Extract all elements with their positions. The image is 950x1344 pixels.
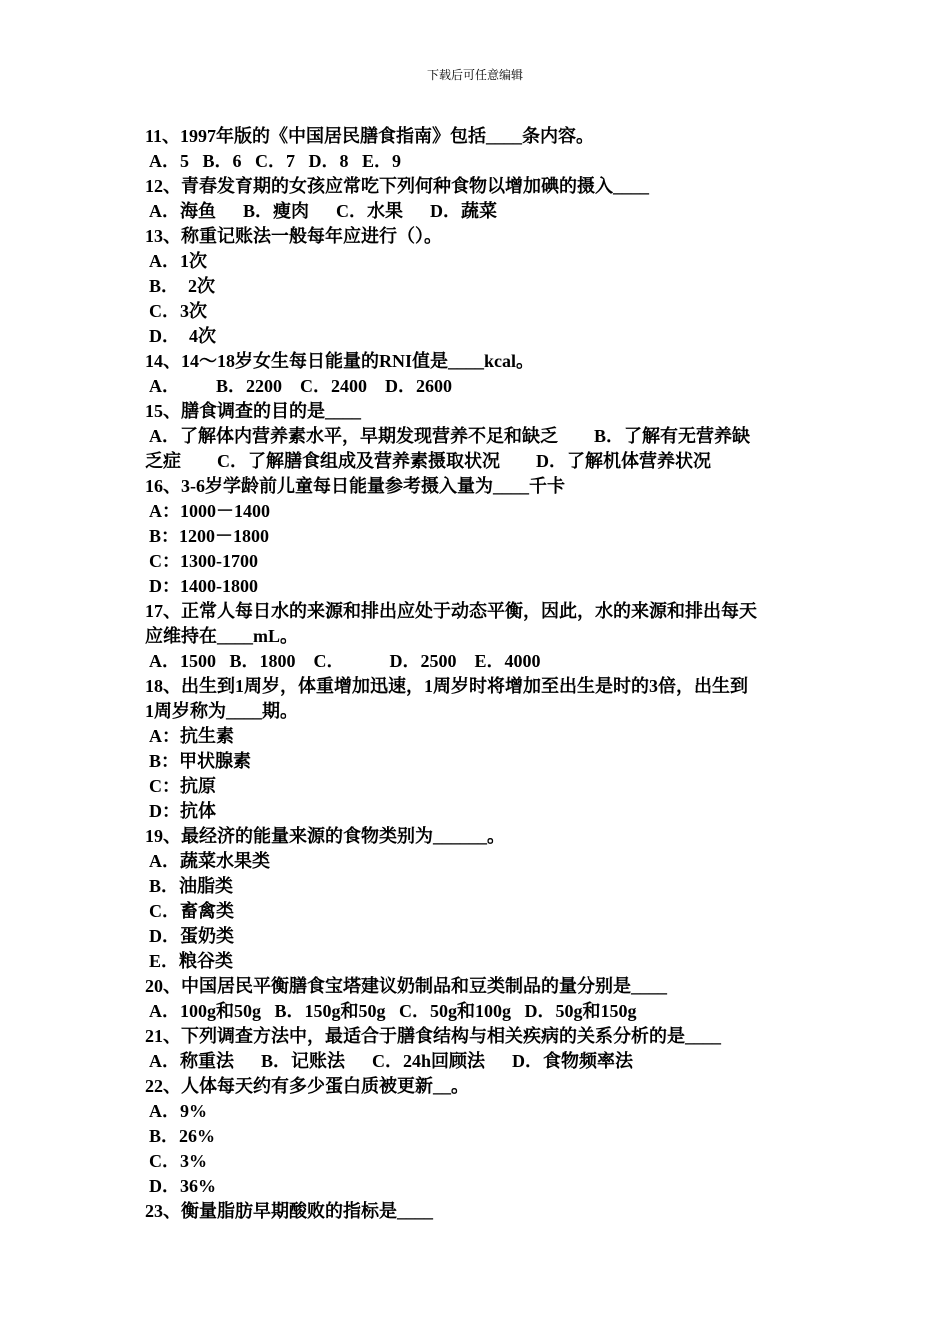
- answer-options: B．26%: [149, 1126, 216, 1146]
- question-text: 1周岁称为____期。: [145, 701, 298, 721]
- answer-options: A：1000－1400: [149, 501, 270, 521]
- question-text: 16、3-6岁学龄前儿童每日能量参考摄入量为____千卡: [145, 476, 565, 496]
- answer-options: A． B．2200 C．2400 D．2600: [149, 376, 453, 396]
- answer-options: A．100g和50g B．150g和50g C．50g和100g D．50g和150g: [149, 1001, 637, 1021]
- answer-options: A．海鱼 B．瘦肉 C．水果 D．蔬菜: [149, 201, 498, 221]
- answer-options: A．1500 B．1800 C． D．2500 E．4000: [149, 651, 541, 671]
- question-text: 19、最经济的能量来源的食物类别为______。: [145, 826, 505, 846]
- answer-options: A．5 B．6 C．7 D．8 E．9: [149, 151, 402, 171]
- question-text: 18、出生到1周岁，体重增加迅速，1周岁时将增加至出生是时的3倍，出生到: [145, 676, 748, 696]
- answer-options: C．畜禽类: [149, 901, 234, 921]
- answer-options: C：1300-1700: [149, 551, 258, 571]
- answer-options: D：抗体: [149, 801, 216, 821]
- question-text: 21、下列调查方法中，最适合于膳食结构与相关疾病的关系分析的是____: [145, 1026, 721, 1046]
- document-body: [145, 124, 815, 1224]
- answer-options: D．蛋奶类: [149, 926, 234, 946]
- answer-options: A．蔬菜水果类: [149, 851, 270, 871]
- answer-options: D． 4次: [149, 326, 216, 346]
- answer-options: A．1次: [149, 251, 207, 271]
- answer-options: C：抗原: [149, 776, 216, 796]
- answer-options: D：1400-1800: [149, 576, 258, 596]
- question-text: 乏症 C．了解膳食组成及营养素摄取状况 D．了解机体营养状况: [145, 451, 711, 471]
- question-text: 12、青春发育期的女孩应常吃下列何种食物以增加碘的摄入____: [145, 176, 649, 196]
- answer-options: E．粮谷类: [149, 951, 234, 971]
- question-text: 14、14～18岁女生每日能量的RNI值是____kcal。: [145, 351, 535, 371]
- question-text: 11、1997年版的《中国居民膳食指南》包括____条内容。: [145, 126, 595, 146]
- answer-options: D．36%: [149, 1176, 216, 1196]
- answer-options: B． 2次: [149, 276, 216, 296]
- answer-options: C．3%: [149, 1151, 207, 1171]
- question-text: 20、中国居民平衡膳食宝塔建议奶制品和豆类制品的量分别是____: [145, 976, 667, 996]
- question-text: 应维持在____mL。: [145, 626, 298, 646]
- answer-options: B．油脂类: [149, 876, 234, 896]
- answer-options: C．3次: [149, 301, 207, 321]
- answer-options: B：甲状腺素: [149, 751, 252, 771]
- page-header-note: 下载后可任意编辑: [426, 68, 523, 82]
- answer-options: A．了解体内营养素水平，早期发现营养不足和缺乏 B．了解有无营养缺: [149, 426, 751, 446]
- question-text: 23、衡量脂肪早期酸败的指标是____: [145, 1201, 433, 1221]
- question-text: 13、称重记账法一般每年应进行（）。: [145, 226, 442, 246]
- answer-options: B：1200－1800: [149, 526, 270, 546]
- question-text: 17、正常人每日水的来源和排出应处于动态平衡，因此，水的来源和排出每天: [145, 601, 757, 621]
- answer-options: A．9%: [149, 1101, 207, 1121]
- question-text: 22、人体每天约有多少蛋白质被更新__。: [145, 1076, 469, 1096]
- answer-options: A．称重法 B．记账法 C．24h回顾法 D．食物频率法: [149, 1051, 634, 1071]
- answer-options: A：抗生素: [149, 726, 234, 746]
- question-text: 15、膳食调查的目的是____: [145, 401, 361, 421]
